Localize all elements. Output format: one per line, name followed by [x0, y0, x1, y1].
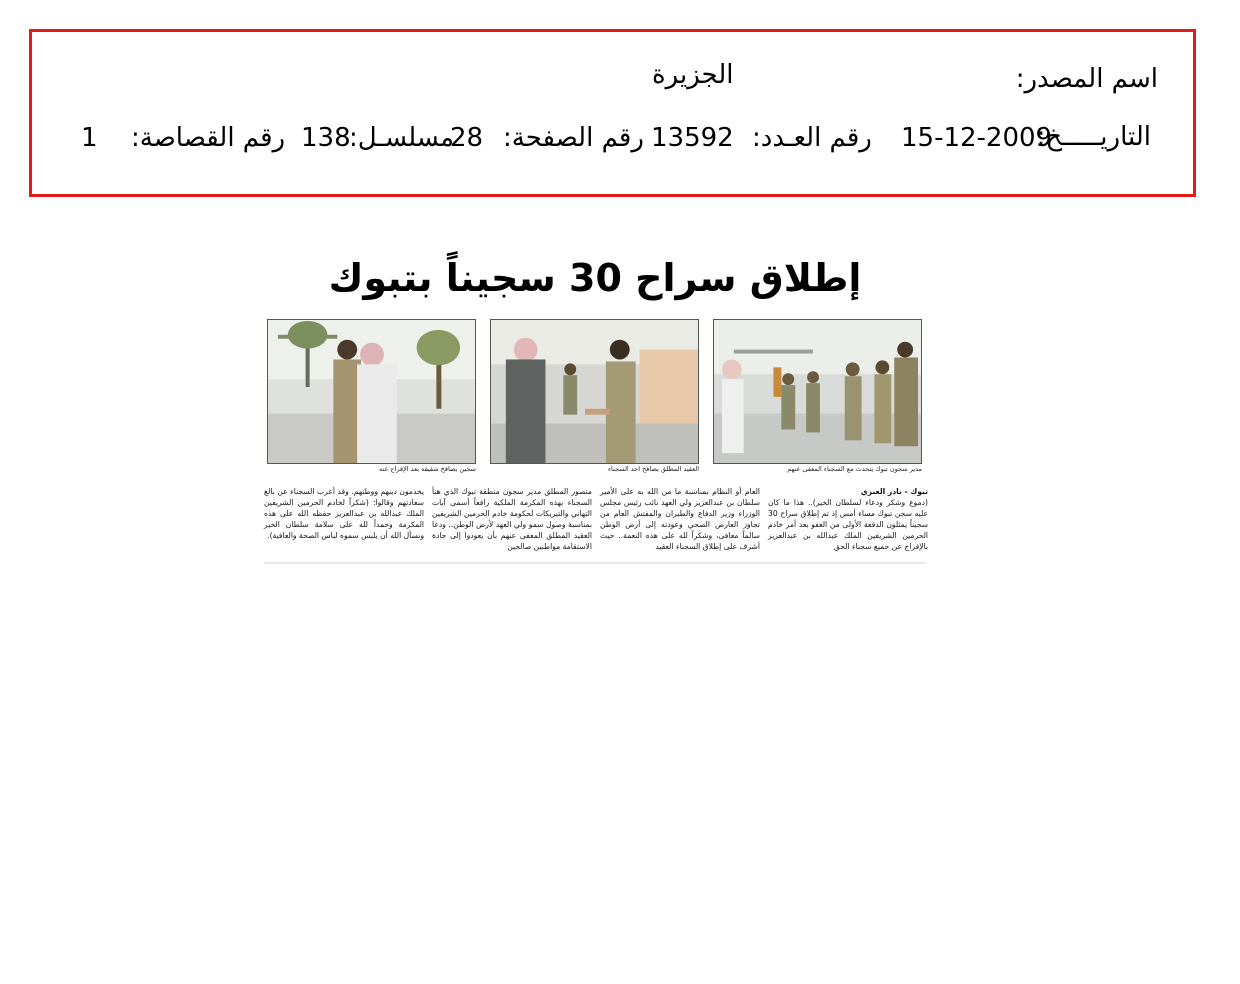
photo-officers-corridor-image [714, 320, 921, 463]
photo-1-caption: مدير سجون تبوك يتحدث مع السجناء المعفى عنهم [787, 466, 922, 473]
photo-2-caption: العقيد المطلق يصافح أحد السجناء [607, 466, 699, 473]
photo-3-caption: سجين يصافح شقيقه بعد الإفراج عنه [379, 466, 476, 473]
article-column-4 [264, 486, 424, 541]
article-column-3-text: منصور المطلق مدير سجون منطقة تبوك الذي هنأ السجناء بهذه المكرمة الملكية رافعاً أسمى آيات التهاني والتبريكات لحكومة خادم الحرمين الشريفين بمناسبة وصول سمو ولي العهد لأرض الوطن.. ودعا العقيد المطلق المعفى عنهم بأن يعودوا إلى جادة الاستقامة مواطنين صالحين [432, 487, 592, 551]
article-bottom-rule [264, 562, 926, 564]
source-value: الجزيرة [652, 60, 734, 90]
clip-value: 1 [81, 123, 98, 153]
article-headline: إطلاق سراح 30 سجيناً بتبوك [328, 256, 862, 300]
article-column-1 [768, 486, 928, 552]
date-label: التاريـــــخ: [1036, 122, 1151, 152]
page-label: رقم الصفحة: [503, 123, 644, 153]
photo-handshake-image [491, 320, 698, 463]
serial-label: مسلسـل: [349, 123, 454, 153]
issue-value: 13592 [651, 123, 734, 153]
issue-label: رقم العـدد: [752, 123, 872, 153]
clip-label: رقم القصاصة: [131, 123, 286, 153]
article-column-2-text: العام أو النظام بمناسبة ما من الله به على الأمير سلطان بن عبدالعزيز ولي العهد نائب رئيس مجلس الوزراء وزير الدفاع والطيران والمفتش العام من تجاوز العارض الصحي وعودته إلى أرض الوطن سالماً معافى، وشكراً لله على هذه النعمة.. حيث أشرف على إطلاق السجناء العقيد [600, 487, 760, 551]
article-column-1-text: (دموع وشكر ودعاء لسلطان الخير).. هذا ما كان عليه سجن تبوك مساء أمس إذ تم إطلاق سراح 30 سجيناً يمثلون الدفعة الأولى من العفو بعد أمر خادم الحرمين الشريفين الملك عبدالله بن عبدالعزيز بالإفراج عن جميع سجناء الحق [768, 498, 928, 551]
source-info-box [29, 29, 1196, 197]
date-value: 15-12-2009 [901, 123, 1053, 153]
article-column-4-text: يخدمون دينهم ووطنهم. وقد أعرب السجناء عن بالغ سعادتهم وقالوا: (شكراً لخادم الحرمين الشريفين الملك عبدالله بن عبدالعزيز حفظه الله على هذه المكرمة وحمداً لله على سلامة سلطان الخير ونسأل الله أن يلبس سموه لباس الصحة والعافية). [264, 487, 424, 540]
article-photo-3 [267, 319, 476, 464]
serial-value: 138 [301, 123, 351, 153]
article-column-2 [600, 486, 760, 552]
source-label: اسم المصدر: [1015, 64, 1158, 94]
photo-embrace-image [268, 320, 475, 463]
article-photo-2 [490, 319, 699, 464]
article-byline: تبوك - نادر العنزي [860, 487, 928, 496]
article-column-3 [432, 486, 592, 552]
page-value: 28 [450, 123, 484, 153]
article-photo-1 [713, 319, 922, 464]
